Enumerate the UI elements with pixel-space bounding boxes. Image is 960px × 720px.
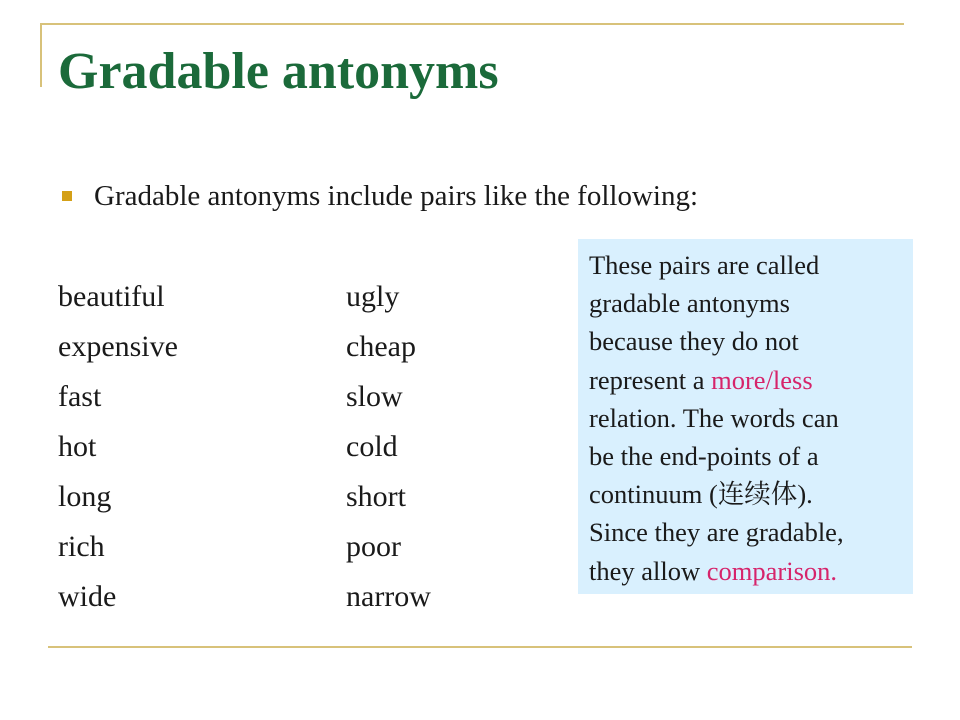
note-line: gradable antonyms: [589, 288, 790, 319]
explanation-note-box: [578, 239, 913, 594]
antonym-pair: [58, 272, 518, 322]
note-highlight-more-less: more/less: [711, 364, 813, 395]
pair-left-word: fast: [58, 380, 102, 413]
slide-title: Gradable antonyms: [58, 43, 499, 100]
note-line: [589, 552, 903, 590]
antonym-pair: [58, 372, 518, 422]
bullet-text: Gradable antonyms include pairs like the following:: [94, 179, 699, 212]
square-bullet-icon: [62, 191, 72, 201]
note-line: relation. The words can: [589, 402, 839, 433]
antonym-pair: [58, 322, 518, 372]
antonym-pair: [58, 472, 518, 522]
pair-right-word: slow: [346, 380, 403, 413]
pair-right-word: ugly: [346, 280, 400, 313]
bullet-item: [62, 176, 698, 216]
pair-right-word: cold: [346, 430, 398, 463]
note-line: because they do not: [589, 326, 799, 357]
note-text: they allow: [589, 555, 707, 586]
pair-right-word: narrow: [346, 580, 431, 613]
antonym-pair: [58, 522, 518, 572]
note-line: These pairs are called: [589, 250, 820, 280]
pair-right-word: poor: [346, 530, 401, 563]
note-text: continuum (: [589, 479, 718, 510]
antonym-pairs-list: [58, 272, 518, 622]
note-line: Since they are gradable,: [589, 517, 844, 548]
pair-right-word: short: [346, 480, 406, 513]
note-line: [589, 475, 903, 513]
note-line: be the end-points of a: [589, 441, 819, 472]
note-line: [589, 361, 903, 399]
note-highlight-comparison: comparison.: [706, 555, 838, 586]
pair-left-word: rich: [58, 530, 105, 563]
frame-left-rule: [40, 23, 42, 87]
pair-left-word: hot: [58, 430, 97, 463]
antonym-pair: [58, 572, 518, 622]
antonym-pair: [58, 422, 518, 472]
pair-left-word: expensive: [58, 330, 178, 363]
frame-top-rule: [40, 23, 904, 25]
frame-bottom-rule: [48, 646, 912, 648]
note-text: ).: [797, 479, 813, 510]
pair-left-word: long: [58, 480, 112, 513]
pair-left-word: beautiful: [58, 280, 165, 313]
pair-right-word: cheap: [346, 330, 416, 363]
pair-left-word: wide: [58, 580, 117, 613]
note-text: represent a: [589, 364, 712, 395]
note-chinese-term: 连续体: [717, 479, 798, 510]
